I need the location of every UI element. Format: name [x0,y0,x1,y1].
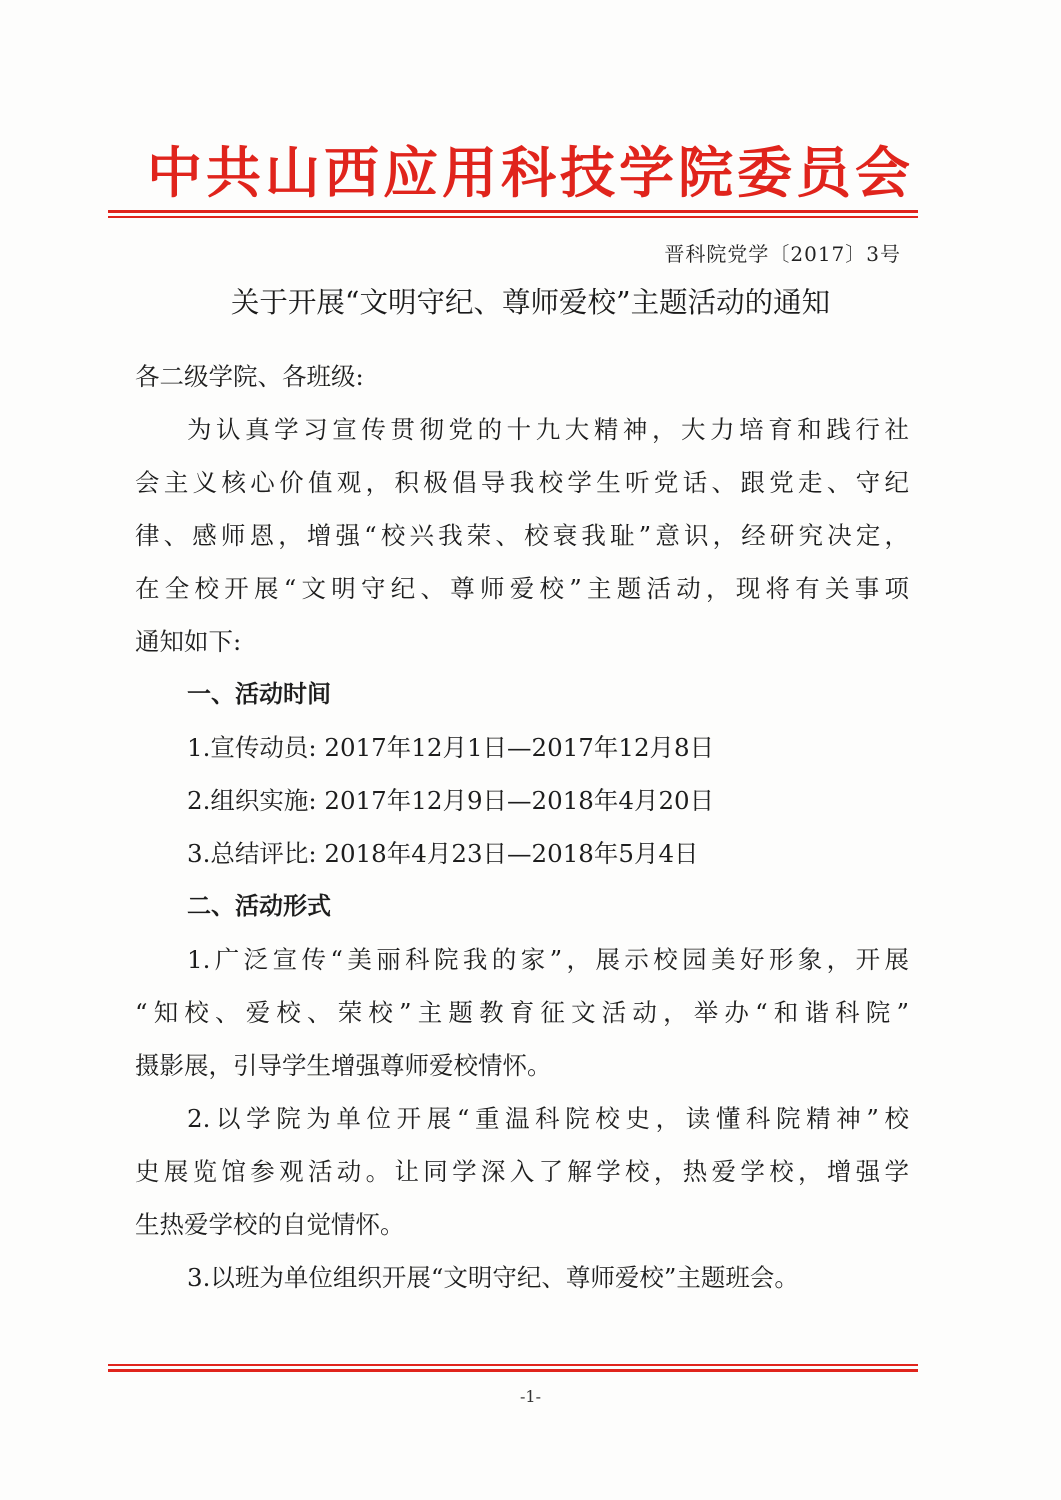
salutation: 各二级学院、各班级: [135,362,364,391]
document-body [135,350,909,1304]
footer-red-rule [108,1369,918,1372]
form-item-line: 3.以班为单位组织开展“文明守纪、尊师爱校”主题班会。 [187,1263,799,1292]
intro-line: 在全校开展“文明守纪、尊师爱校”主题活动，现将有关事项 [135,574,909,603]
footer-red-rule-thin [108,1364,918,1366]
section-heading-activity-form: 二、活动形式 [187,892,331,920]
intro-line: 律、感师恩，增强“校兴我荣、校衰我耻”意识，经研究决定， [135,521,909,550]
schedule-item: 2.组织实施: 2017年12月9日—2018年4月20日 [187,786,715,815]
form-item-line: 1.广泛宣传“美丽科院我的家”，展示校园美好形象，开展 [187,945,909,974]
issuer-header-title: 中共山西应用科技学院委员会 [146,141,914,205]
form-item-line: 生热爱学校的自觉情怀。 [135,1210,405,1239]
form-item-line: 2.以学院为单位开展“重温科院校史，读懂科院精神”校 [187,1104,909,1133]
schedule-item: 1.宣传动员: 2017年12月1日—2017年12月8日 [187,733,715,762]
header-red-rule-thin [108,216,918,218]
schedule-item: 3.总结评比: 2018年4月23日—2018年5月4日 [187,839,699,868]
intro-line: 通知如下: [135,627,242,656]
header-red-rule [108,210,918,213]
intro-line: 为认真学习宣传贯彻党的十九大精神，大力培育和践行社 [187,415,909,444]
form-item-line: “知校、爱校、荣校”主题教育征文活动，举办“和谐科院” [135,998,909,1027]
intro-line: 会主义核心价值观，积极倡导我校学生听党话、跟党走、守纪 [135,468,909,497]
form-item-line: 史展览馆参观活动。让同学深入了解学校，热爱学校，增强学 [135,1157,909,1186]
document-number: 晋科院党学〔2017〕3号 [664,242,901,266]
form-item-line: 摄影展，引导学生增强尊师爱校情怀。 [135,1051,552,1080]
page-number: -1- [520,1387,541,1406]
section-heading-activity-time: 一、活动时间 [187,680,331,708]
document-title: 关于开展“文明守纪、尊师爱校”主题活动的通知 [230,286,831,319]
